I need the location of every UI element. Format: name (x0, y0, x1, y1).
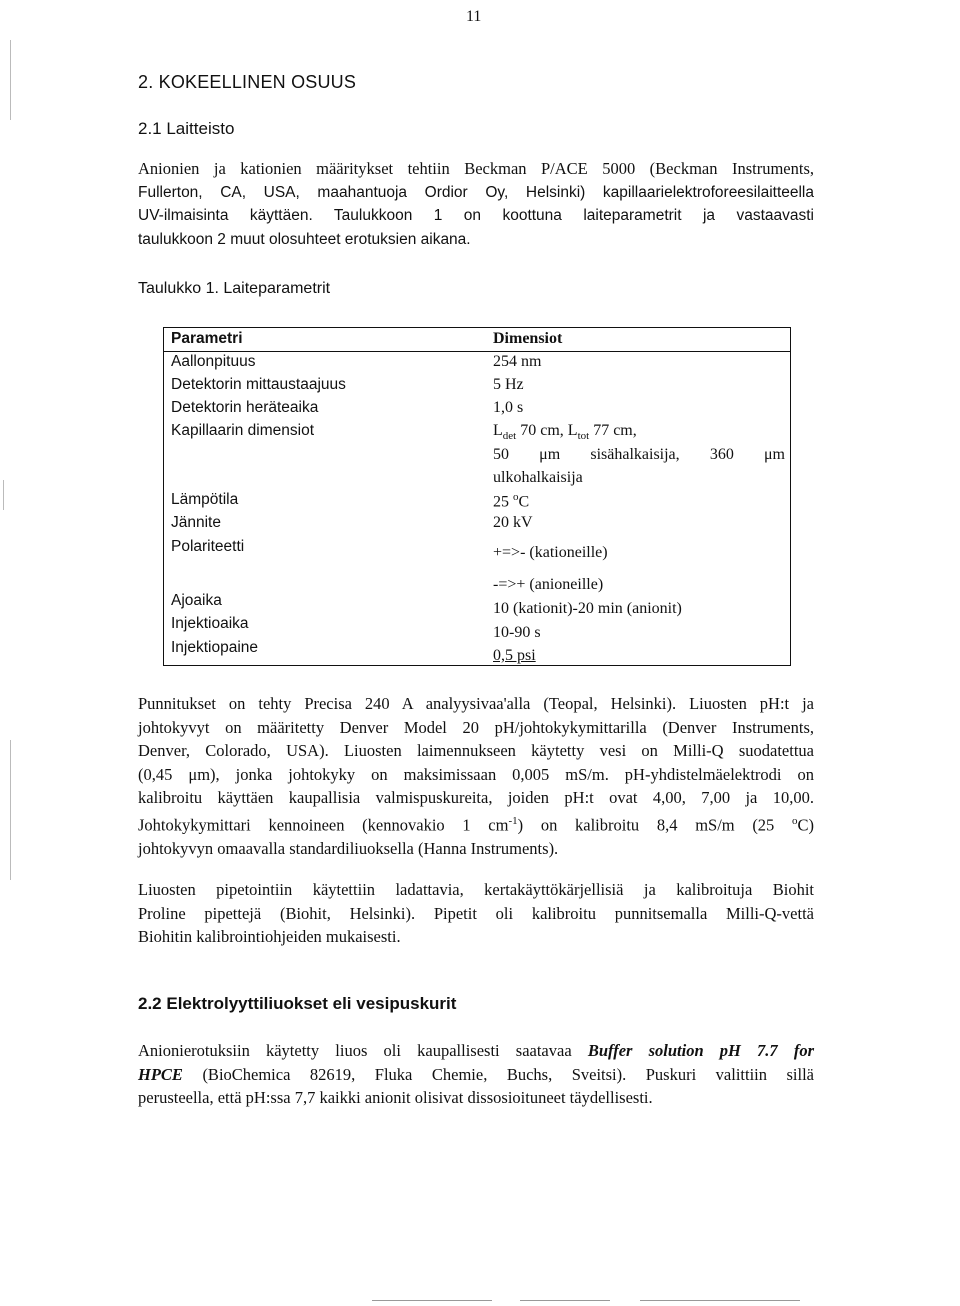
param-name: Injektiopaine (171, 639, 259, 656)
footer-rule (640, 1300, 800, 1301)
paragraph-line: Punnitukset on tehty Precisa 240 A analyysivaa'alla (Teopal, Helsinki). Liuosten pH:t ja (138, 694, 814, 713)
param-name: Ajoaika (171, 592, 222, 609)
buffer-paragraph (138, 1039, 814, 1110)
pressure-unit: psi (513, 647, 536, 664)
capillary-text: sisähalkaisija, (590, 446, 680, 463)
degree-symbol: o (792, 814, 798, 827)
line-text: Johtokykymittari kennoineen (kennovakio 1 cm (138, 815, 509, 834)
capillary-text: 360 (709, 446, 734, 463)
param-name: Jännite (171, 514, 221, 531)
paragraph-line: Biohitin kalibrointiohjeiden mukaisesti. (138, 927, 401, 946)
line-text: ) on kalibroitu 8,4 mS/m (25 (517, 815, 793, 834)
paragraph-line: UV-ilmaisinta käyttäen. Taulukkoon 1 on koottuna laiteparametrit ja vastaavasti (138, 207, 814, 224)
param-value: 20 kV (493, 514, 533, 531)
param-name: Detektorin mittaustaajuus (171, 376, 346, 393)
paragraph-line: johtokyvyn omaavalla standardiliuoksella (Hanna Instruments). (138, 838, 559, 858)
paragraph-line: (0,45 μm), jonka johtokyky on maksimissaan 0,005 mS/m. pH-yhdistelmäelektrodi on (138, 764, 814, 784)
param-value-capillary-line2 (493, 446, 785, 464)
section-heading: 2. KOKEELLINEN OSUUS (138, 72, 357, 92)
product-name: HPCE (138, 1064, 183, 1084)
pipetting-paragraph (138, 878, 814, 949)
table-header-left: Parametri (171, 330, 243, 347)
subsection-heading: 2.2 Elektrolyyttiliuokset eli vesipuskurit (138, 994, 457, 1013)
param-value: 10-90 s (493, 624, 541, 641)
param-value: 1,0 s (493, 399, 524, 416)
paragraph-line: perusteella, että pH:ssa 7,7 kaikki anionit olisivat dissosioituneet täydellisesti. (138, 1088, 653, 1107)
param-name: Polariteetti (171, 538, 245, 555)
degree-symbol: o (513, 491, 519, 503)
param-value: ulkohalkaisija (493, 469, 583, 486)
paragraph-line: Fullerton, CA, USA, maahantuoja Ordior Oy, Helsinki) kapillaarielektroforeesilaitteella (138, 183, 814, 201)
param-value-temperature (493, 491, 529, 511)
param-value: 254 nm (493, 353, 542, 370)
param-value: -=>+ (anioneille) (493, 576, 604, 593)
paragraph-line (138, 1039, 814, 1063)
capillary-det-value: 70 cm, L (516, 422, 578, 439)
temperature-number: 25 (493, 493, 513, 511)
capillary-text: 50 (493, 446, 509, 463)
param-name: Lämpötila (171, 491, 239, 508)
capillary-l-symbol: L (493, 422, 503, 439)
footer-rule (372, 1300, 492, 1301)
param-value: 10 (kationit)-20 min (anionit) (493, 600, 682, 617)
param-value: 5 Hz (493, 376, 524, 393)
left-margin-line (10, 40, 11, 120)
param-name: Detektorin heräteaika (171, 399, 319, 416)
product-name: Buffer solution pH 7.7 for (587, 1041, 814, 1060)
paragraph-line (138, 810, 814, 837)
footer-rule (520, 1300, 610, 1301)
line-text: (BioChemica 82619, Fluka Chemie, Buchs, Sveitsi). Puskuri valittiin sillä (182, 1064, 814, 1084)
param-name: Kapillaarin dimensiot (171, 422, 315, 439)
paragraph-line: Anionien ja kationien määritykset tehtiin Beckman P/ACE 5000 (Beckman Instruments, (138, 159, 814, 178)
subsection-heading: 2.1 Laitteisto (138, 119, 235, 138)
intro-paragraph (138, 157, 814, 251)
left-margin-line (3, 480, 4, 510)
capillary-det-subscript: det (502, 430, 517, 443)
line-text: C) (797, 815, 815, 834)
capillary-text: μm (763, 446, 785, 463)
capillary-tot-value: 77 cm, (589, 422, 637, 439)
superscript: -1 (508, 814, 518, 827)
paragraph-line: johtokyvyt on määritetty Denver Model 20 pH/johtokykymittarilla (Denver Instruments, (138, 717, 814, 737)
param-name: Aallonpituus (171, 353, 256, 370)
param-value-capillary (493, 422, 637, 442)
param-name: Injektioaika (171, 615, 249, 632)
paragraph-line: taulukkoon 2 muut olosuhteet erotuksien aikana. (138, 230, 471, 248)
capillary-tot-subscript: tot (577, 430, 590, 443)
page-number: 11 (466, 8, 482, 25)
pressure-value: 0,5 (493, 647, 513, 664)
paragraph-line: Denver, Colorado, USA). Liuosten laimennukseen käytetty vesi on Milli-Q suodatettua (138, 741, 814, 760)
paragraph-line: Proline pipettejä (Biohit, Helsinki). Pipetit oli kalibroitu punnitsemalla Milli-Q-vettä (138, 903, 814, 923)
param-value-pressure (493, 647, 536, 665)
table-header-right: Dimensiot (493, 330, 563, 347)
table-caption: Taulukko 1. Laiteparametrit (138, 280, 331, 297)
paragraph-line (138, 1063, 814, 1087)
weighing-paragraph (138, 692, 814, 860)
paragraph-line: kalibroitu käyttäen kaupallisia valmispuskureita, joiden pH:t ovat 4,00, 7,00 ja 10,00. (138, 788, 814, 807)
param-value: +=>- (kationeille) (493, 544, 608, 561)
paragraph-line: Liuosten pipetointiin käytettiin ladattavia, kertakäyttökärjellisiä ja kalibroituja Biohit (138, 880, 814, 899)
left-margin-line (10, 740, 11, 880)
temperature-unit: C (518, 493, 530, 511)
capillary-text: μm (539, 446, 561, 463)
line-text: Anionierotuksiin käytetty liuos oli kaupallisesti saatavaa (138, 1041, 588, 1060)
table-header-divider (163, 351, 791, 352)
